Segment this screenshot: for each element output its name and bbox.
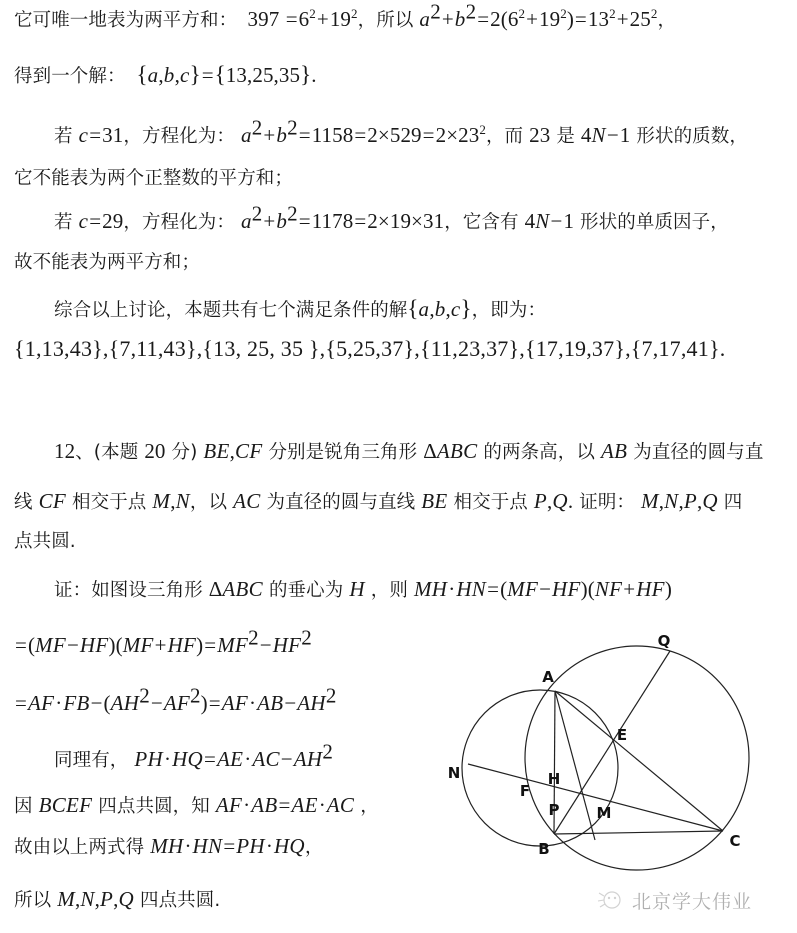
text-line-1: 它可唯一地表为两平方和： $397 =6^2+19^2$，所以 $a^2+b^2=2(6^2+19^2)=13^2+25^2$， [14, 0, 677, 31]
geometry-diagram [432, 628, 792, 883]
figure-label-P: P [548, 801, 560, 819]
segment-ac [555, 691, 723, 831]
text-line-3: 若 c=31，方程化为： $a^2+b^2=1158=2\times 529=2\times 23^2$，而 23 是 4N−1 形状的质数， [54, 115, 748, 147]
problem-12-statement-line-3: 点共圆. [14, 531, 76, 552]
figure-label-H: H [547, 770, 561, 788]
line-cf-mn [468, 764, 723, 831]
proof-line-2: $=(MF-HF)(MF+HF)=MF^2-HF^2$ [15, 625, 312, 657]
altitude-from-a [555, 691, 595, 840]
text-line-6: 故不能表为两平方和； [14, 252, 201, 273]
proof-line-3: $=AF\cdot FB-(AH^2-AF^2)=AF\cdot AB-AH^2$ [15, 683, 337, 715]
segment-bc [554, 831, 723, 834]
watermark [596, 886, 752, 914]
figure-label-Q: Q [657, 632, 671, 650]
figure-label-N: N [447, 764, 461, 782]
circle-diameter-ac [525, 646, 749, 870]
figure-label-A: A [542, 668, 554, 686]
proof-line-4: 同理有， $PH\cdot HQ=AE\cdot AC-AH^2$ [54, 739, 333, 771]
solution-set-list: {1,13,43},{7,11,43},{13, 25, 35 },{5,25,37},{11,23,37},{17,19,37},{7,17,41}. [14, 336, 726, 361]
problem-12-statement-line-2: 线 CF 相交于点 M,N，以 AC 为直径的圆与直线 BE 相交于点 P,Q. 证明： M,N,P,Q 四 [14, 489, 743, 513]
proof-line-6: 故由以上两式得 MH·HN=PH·HQ， [14, 834, 324, 858]
figure-label-M: M [596, 804, 612, 822]
proof-line-7: 所以 M,N,P,Q 四点共圆. [14, 887, 221, 911]
text-line-7: 综合以上讨论，本题共有七个满足条件的解{a,b,c}，即为： [54, 296, 547, 321]
proof-line-1: 证：如图设三角形 ΔABC 的垂心为 H ，则 MH·HN=(MF−HF)(NF+HF) [54, 577, 672, 601]
figure-label-C: C [729, 832, 741, 850]
proof-line-5: 因 BCEF 四点共圆，知 AF·AB=AE·AC ， [14, 793, 379, 817]
logo-icon [596, 886, 624, 914]
figure-label-B: B [538, 840, 550, 858]
problem-12-statement-line-1: 12、(本题 20 分) BE,CF 分别是锐角三角形 ΔABC 的两条高，以 AB 为直径的圆与直 [54, 439, 764, 463]
watermark-text: 北京学大伟业 [632, 890, 753, 913]
figure-label-E: E [616, 726, 628, 744]
text-line-5: 若 c=29，方程化为： $a^2+b^2=1178=2\times 19\times 31$，它含有 4N−1 形状的单质因子， [54, 201, 729, 233]
text-line-4: 它不能表为两个正整数的平方和； [14, 168, 294, 189]
figure-label-F: F [519, 782, 531, 800]
line-be-pq [554, 651, 670, 834]
text-line-2: 得到一个解： {a,b,c}={13,25,35}. [14, 62, 317, 87]
